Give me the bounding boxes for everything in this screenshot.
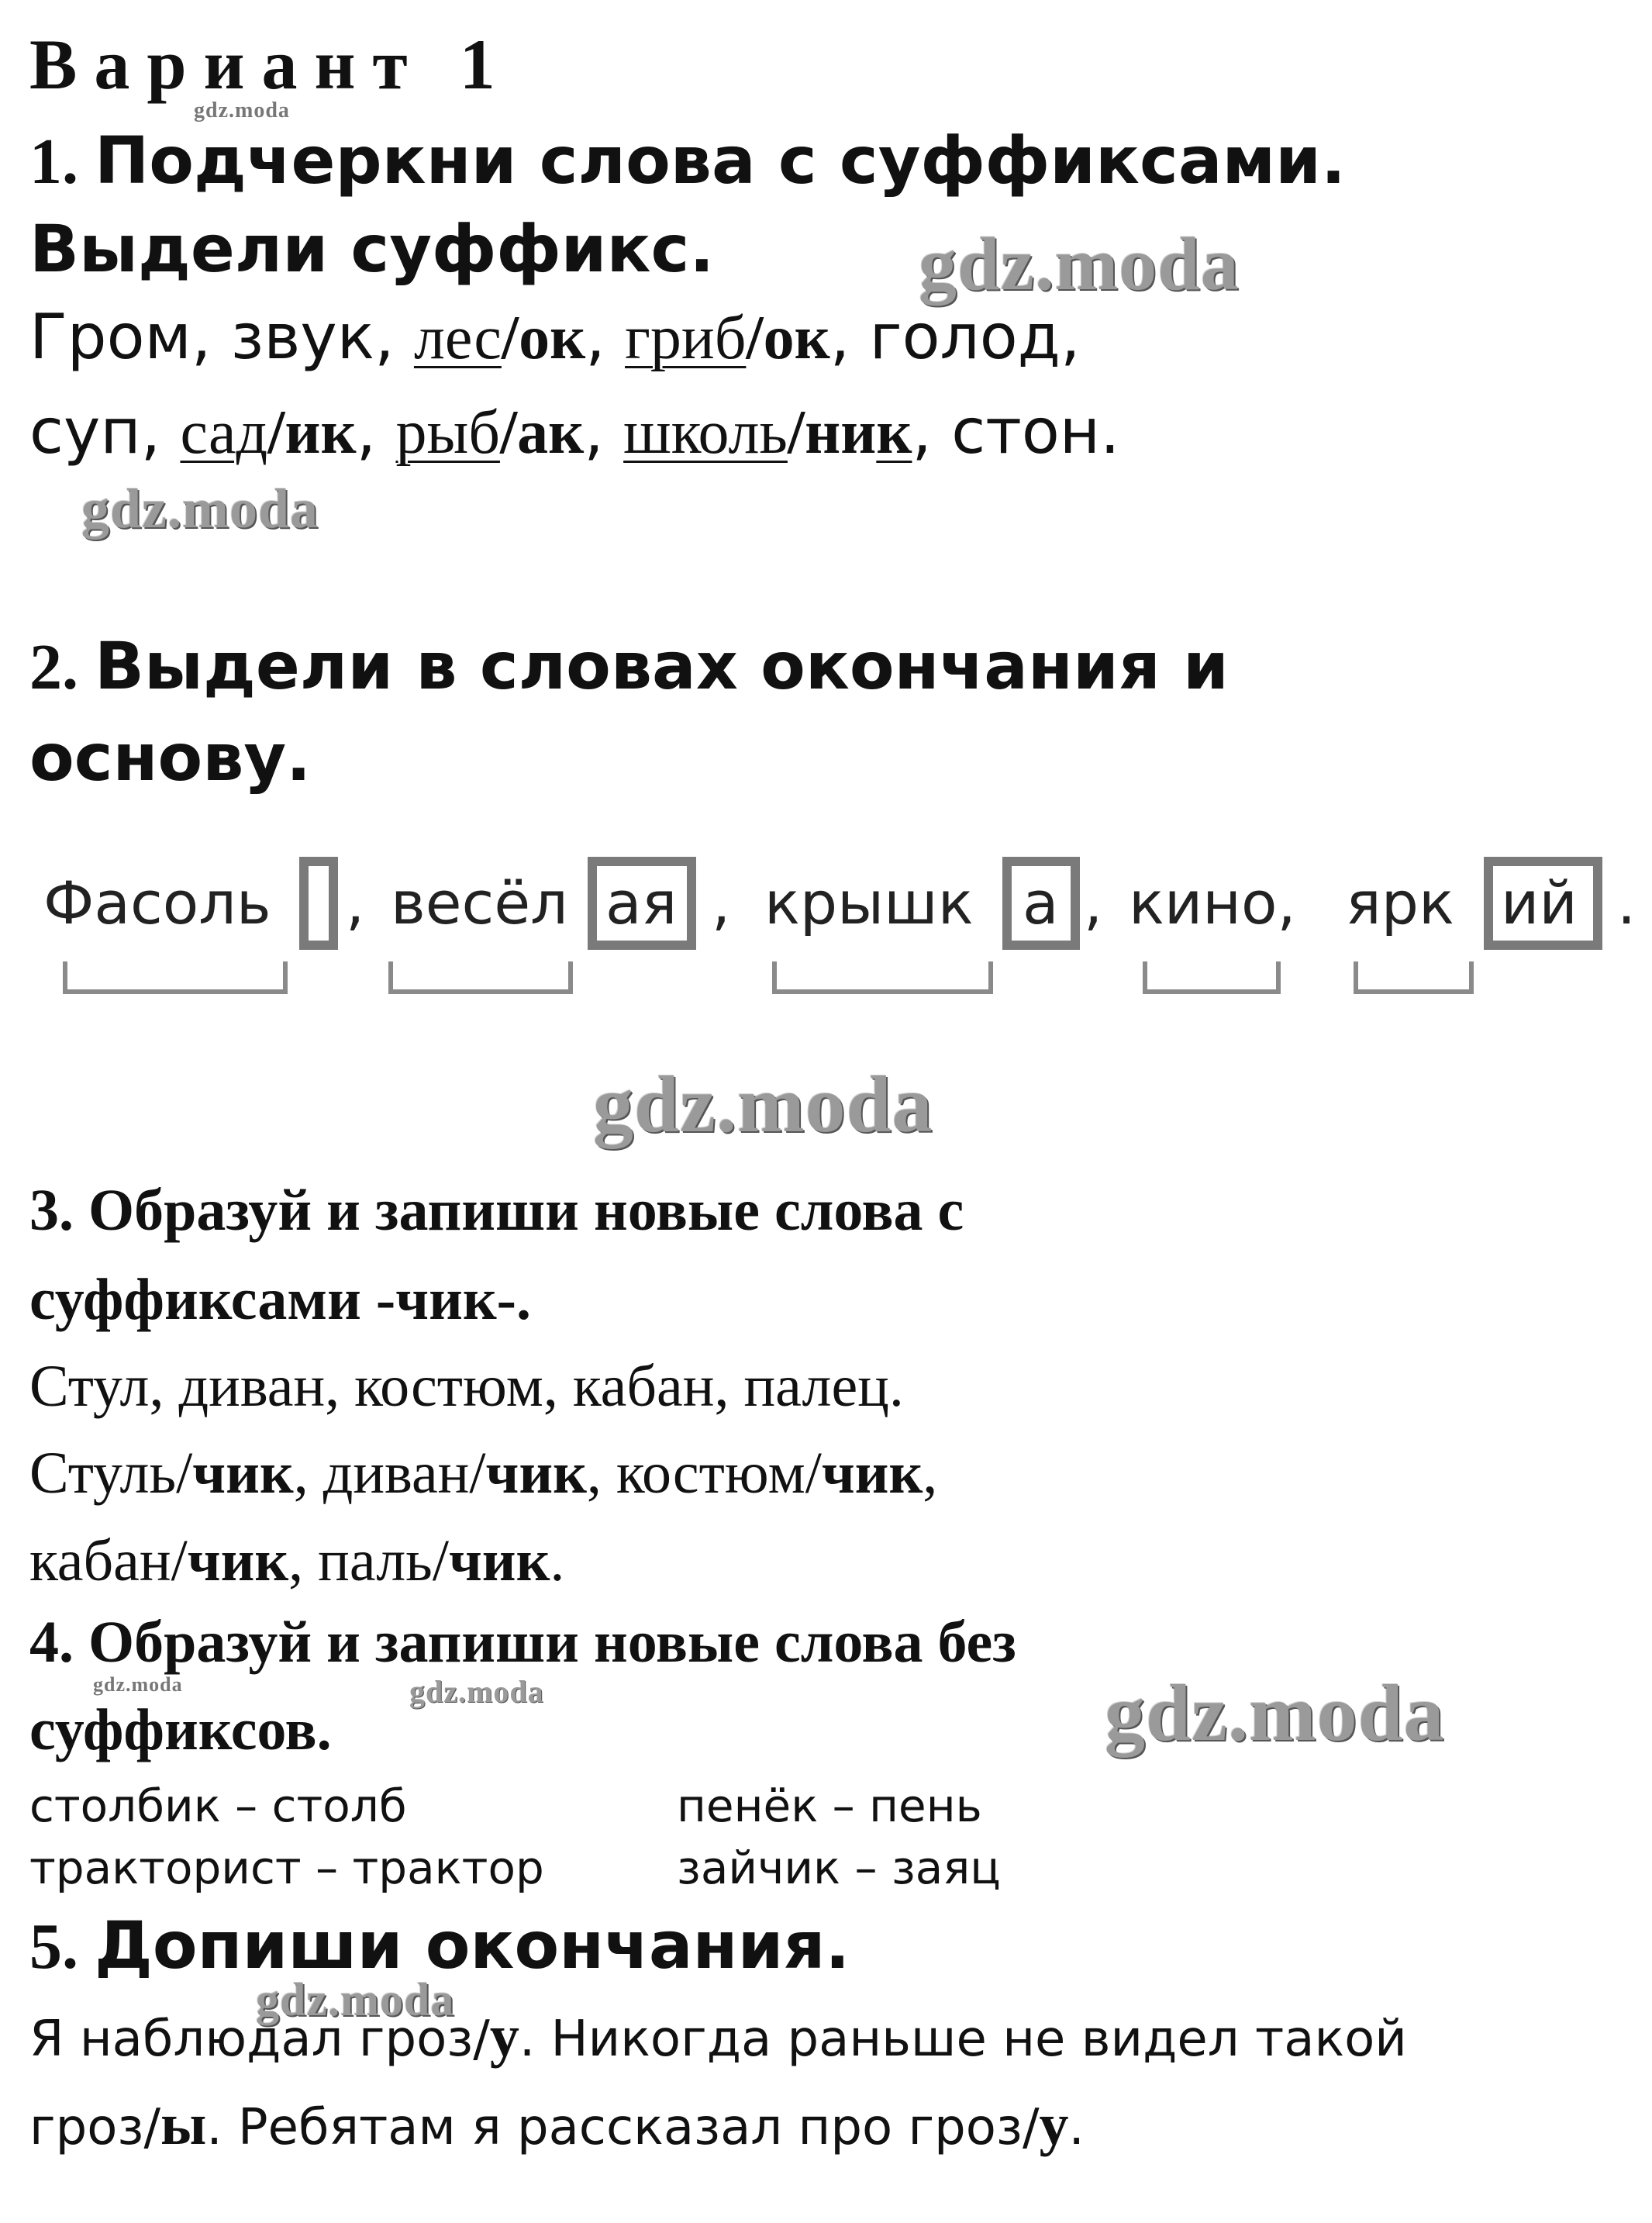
ex2-comma: , (1084, 868, 1103, 937)
stem-bracket (388, 961, 573, 994)
ex2-ending: ий (1501, 868, 1578, 937)
watermark: gdz.moda (93, 1673, 183, 1696)
ex3-text: , диван/ (293, 1441, 486, 1506)
ex4-pair: зайчик – заяц (677, 1842, 1001, 1894)
ex3-heading1: 3. Образуй и запиши новые слова с (29, 1178, 964, 1243)
ex5-text: Я наблюдал гроз/ (29, 2011, 490, 2068)
ex2-comma: , (712, 868, 731, 937)
ex1-text: Гром, звук, (29, 301, 414, 373)
ending-box (299, 857, 338, 950)
ex3-text: , костюм/ (586, 1441, 822, 1506)
ex3-text: Стуль/ (29, 1441, 193, 1506)
root: рыб (395, 399, 500, 467)
ex3-text: кабан/ (29, 1528, 188, 1593)
ex5-text: . (1068, 2099, 1085, 2156)
ex1-text: , (584, 395, 624, 468)
watermark: gdz.moda (256, 1974, 455, 2025)
ex5-line2 (29, 2091, 1085, 2159)
ex3-text: . (550, 1528, 565, 1593)
suffix: /ик (267, 399, 357, 467)
watermark: gdz.moda (1105, 1669, 1445, 1758)
ex5-text: гроз/ (29, 2099, 160, 2156)
root: лес (413, 304, 502, 372)
ex1-text: , стон. (912, 395, 1120, 468)
ex3-answer-line1 (29, 1440, 937, 1507)
watermark: gdz.moda (593, 1060, 933, 1149)
ex2-ending: а (1023, 868, 1059, 937)
ex2-word: Фасоль (43, 868, 271, 937)
stem-bracket (63, 961, 288, 994)
ex1-text: суп, (29, 395, 181, 468)
ex2-comma: , (346, 868, 365, 937)
suffix: чик (485, 1441, 587, 1506)
ex3-text: , (923, 1441, 938, 1506)
ex4-pair: пенёк – пень (677, 1779, 982, 1832)
watermark: gdz.moda (81, 478, 319, 540)
root: гриб (625, 304, 747, 372)
suffix: /ок (501, 304, 586, 372)
ex2-word: крышк (764, 868, 974, 937)
ending: у (489, 2004, 519, 2069)
ex5-line1 (29, 2003, 1407, 2070)
ex2-ending: ая (605, 868, 678, 937)
root: школь (623, 399, 788, 467)
ex1-heading-line1 (29, 123, 1346, 199)
ex1-word-line2 (29, 395, 1120, 468)
ex3-text: , паль/ (288, 1528, 449, 1593)
ex2-heading2: основу. (29, 720, 312, 796)
ex2-heading-line1 (29, 628, 1229, 705)
ex5-text: . Ребятам я рассказал про гроз/ (206, 2099, 1040, 2156)
ending: у (1039, 2092, 1069, 2157)
ex1-text: , голод, (829, 301, 1081, 373)
suffix: /ни (787, 399, 877, 467)
watermark: gdz.moda (409, 1674, 544, 1709)
watermark: gdz.moda (919, 223, 1240, 306)
ex1-text: , (585, 301, 626, 373)
ex4-heading1: 4. Образуй и запиши новые слова без (29, 1610, 1016, 1675)
ex1-heading1: Подчеркни слова с суффиксами. (95, 123, 1346, 198)
suffix: к (876, 399, 912, 467)
ex2-period: . (1617, 868, 1636, 937)
ending: ы (160, 2092, 207, 2157)
ex2-words (43, 857, 1640, 1027)
suffix: чик (192, 1441, 294, 1506)
suffix: /ок (746, 304, 830, 372)
suffix: /ак (499, 399, 585, 467)
ex5-heading-text: Допиши окончания. (95, 1907, 850, 1983)
ex5-text: . Никогда раньше не видел такой (519, 2011, 1407, 2068)
ex1-text: , (356, 395, 396, 468)
suffix: чик (187, 1528, 289, 1593)
ex1-word-line1 (29, 301, 1080, 374)
page-title: Вариант 1 (29, 25, 512, 104)
ex5-number: 5. (29, 1911, 78, 1983)
ex2-word: весёл (391, 868, 568, 937)
suffix: чик (448, 1528, 550, 1593)
ex4-pair: тракторист – трактор (29, 1842, 544, 1894)
ex2-number: 2. (29, 631, 78, 703)
ex4-heading2: суффиксов. (29, 1697, 332, 1762)
stem-bracket (772, 961, 993, 994)
stem-bracket (1143, 961, 1281, 994)
ex1-number: 1. (29, 126, 78, 198)
ex3-words: Стул, диван, костюм, кабан, палец. (29, 1354, 904, 1419)
ex2-word: кино, (1129, 868, 1296, 937)
suffix: чик (821, 1441, 923, 1506)
root: сад (180, 399, 268, 467)
ex3-answer-line2 (29, 1527, 564, 1595)
watermark: gdz.moda (194, 98, 290, 123)
stem-bracket (1354, 961, 1474, 994)
ex4-pair: столбик – столб (29, 1779, 407, 1832)
ex3-heading2: суффиксами -чик-. (29, 1267, 531, 1332)
ex1-heading2: Выдели суффикс. (29, 211, 715, 287)
ex2-word: ярк (1346, 868, 1454, 937)
ex2-heading1: Выдели в словах окончания и (95, 628, 1229, 704)
